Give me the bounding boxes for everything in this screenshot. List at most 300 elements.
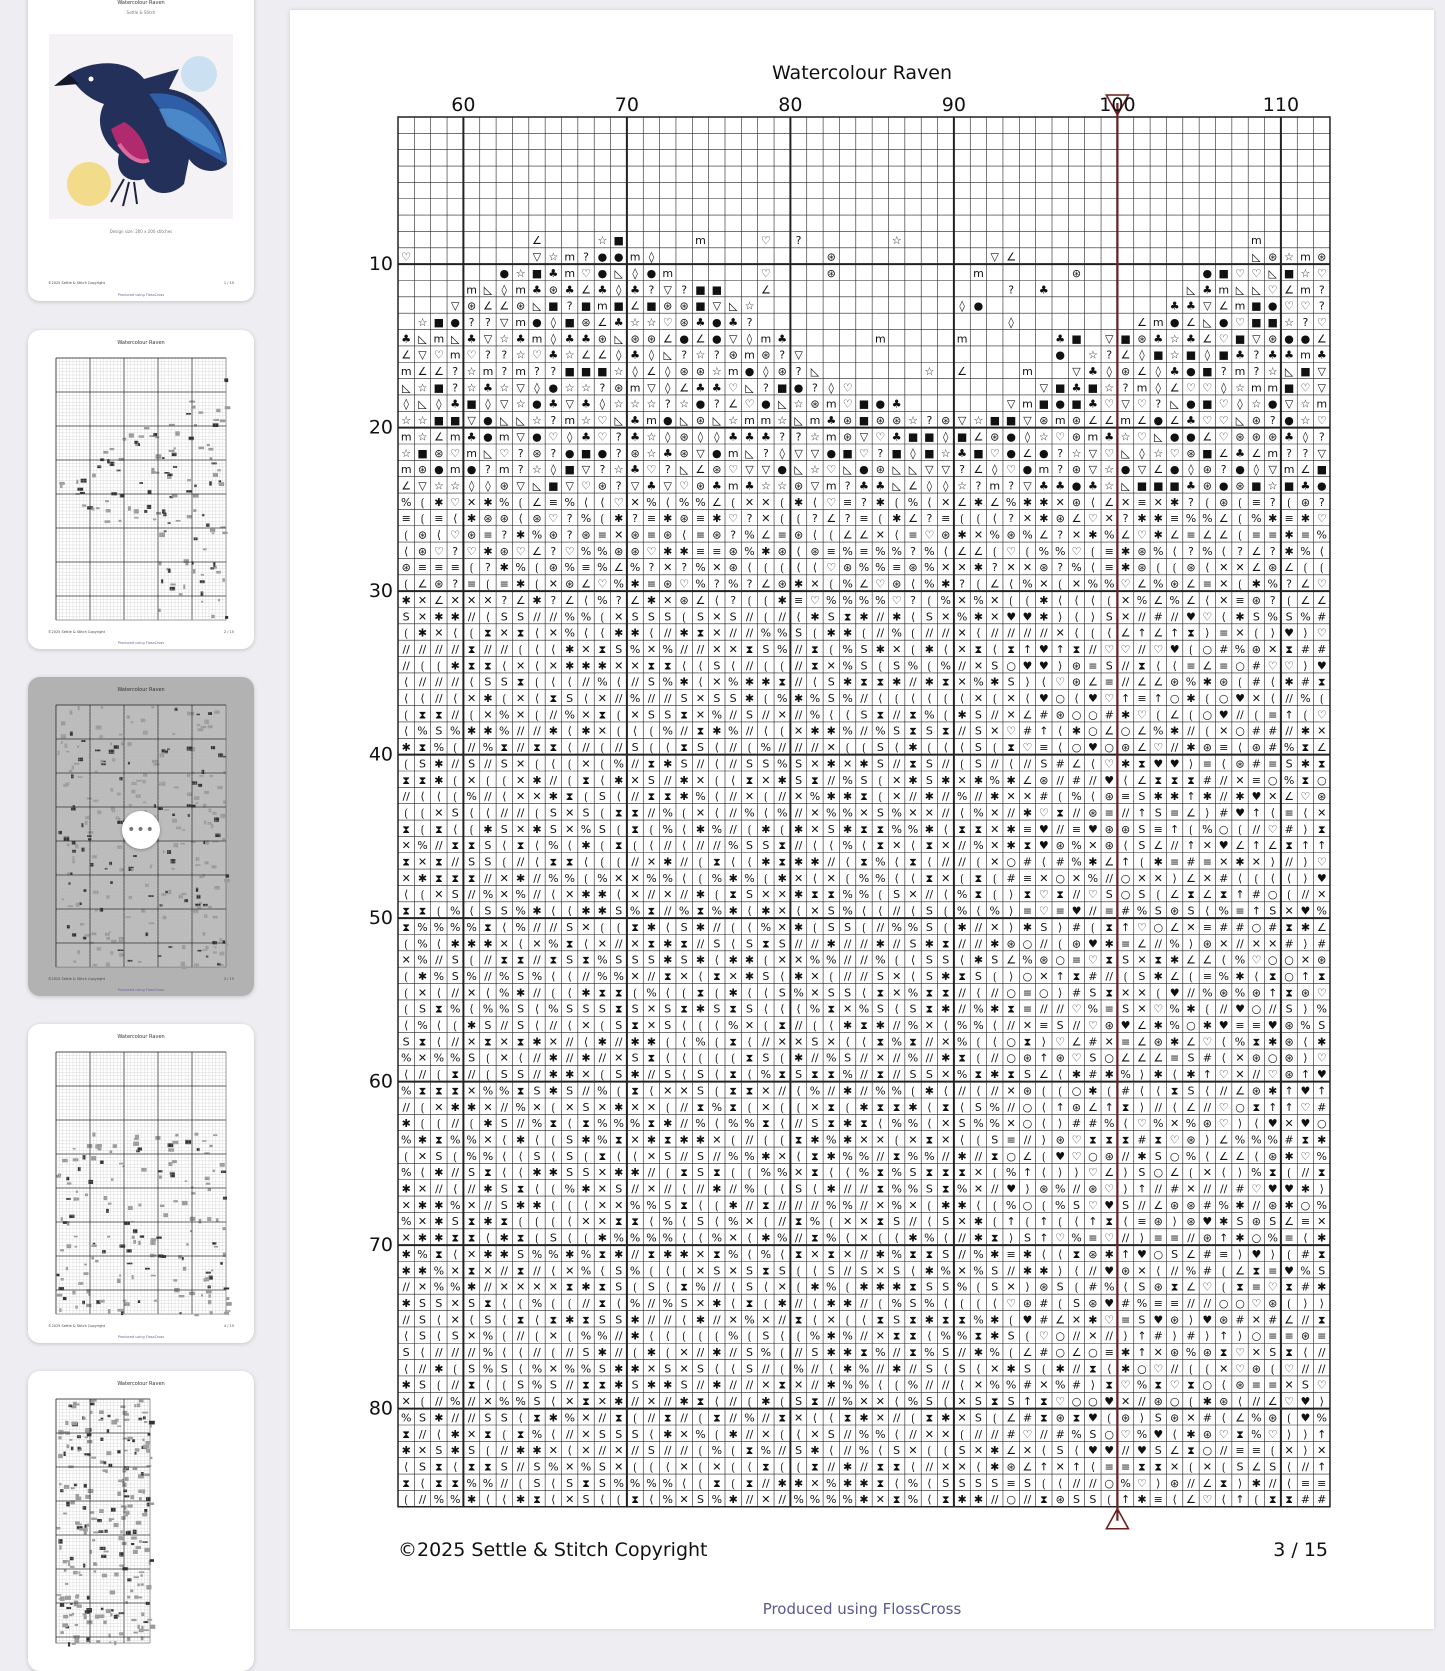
stitch-symbol: ✕ xyxy=(565,888,574,901)
stitch-symbol: // xyxy=(533,954,541,967)
stitch-symbol: ⟮ xyxy=(551,1215,555,1228)
stitch-symbol: S xyxy=(1073,1199,1080,1212)
stitch-symbol: ▽ xyxy=(811,479,820,492)
stitch-symbol: % xyxy=(891,1248,901,1261)
stitch-symbol: S xyxy=(1286,610,1293,623)
stitch-symbol: ✱ xyxy=(532,1035,541,1048)
thumb-shade xyxy=(57,1294,62,1297)
stitch-symbol: ∠ xyxy=(908,479,918,492)
stitch-symbol: ? xyxy=(877,447,883,460)
stitch-symbol: ∠ xyxy=(1072,512,1082,525)
stitch-symbol: ⟨ xyxy=(747,1248,751,1261)
stitch-symbol: ⟮ xyxy=(829,529,833,542)
stitch-symbol: // xyxy=(533,888,541,901)
stitch-symbol: ⟮ xyxy=(715,1084,719,1097)
stitch-symbol: ⧗ xyxy=(484,659,492,672)
stitch-symbol: ▽ xyxy=(664,479,673,492)
stitch-symbol: ✱ xyxy=(729,905,738,918)
stitch-symbol: ≡ xyxy=(483,529,492,542)
stitch-symbol: // xyxy=(779,1084,787,1097)
stitch-symbol: ✱ xyxy=(745,970,754,983)
stitch-symbol: ✱ xyxy=(630,1035,639,1048)
stitch-symbol: ⧗ xyxy=(1105,954,1113,967)
stitch-symbol: // xyxy=(877,1150,885,1163)
thumb-shade xyxy=(130,1590,133,1593)
stitch-symbol: ⟨ xyxy=(1238,872,1242,885)
stitch-symbol: % xyxy=(1071,561,1081,574)
stitch-symbol: ⟩ xyxy=(1025,1183,1029,1196)
page-thumbnail-5[interactable] xyxy=(28,1371,254,1671)
stitch-symbol: ⟮ xyxy=(404,578,408,591)
thumb-shade xyxy=(225,944,228,946)
stitch-symbol: ⟨ xyxy=(960,741,964,754)
stitch-symbol: ♡ xyxy=(1072,1133,1082,1146)
stitch-symbol: ◺ xyxy=(1268,267,1277,280)
stitch-symbol: ✱ xyxy=(1121,545,1130,558)
stitch-symbol: ✕ xyxy=(908,1199,917,1212)
stitch-symbol: ✕ xyxy=(810,986,819,999)
stitch-symbol: ● xyxy=(1284,332,1294,345)
stitch-symbol: ⊛ xyxy=(663,529,672,542)
thumb-shade xyxy=(216,409,220,413)
stitch-symbol: ♥ xyxy=(1072,905,1082,918)
stitch-symbol: ⟮ xyxy=(1238,529,1242,542)
stitch-symbol: // xyxy=(877,921,885,934)
thumb-shade xyxy=(224,378,228,382)
stitch-symbol: S xyxy=(811,1117,818,1130)
stitch-symbol: ∠ xyxy=(1300,594,1310,607)
stitch-symbol: ✕ xyxy=(1268,643,1277,656)
stitch-symbol: ♡ xyxy=(892,594,902,607)
stitch-symbol: ♡ xyxy=(597,414,607,427)
thumb-shade xyxy=(75,1595,79,1599)
stitch-symbol: ⟨ xyxy=(666,986,670,999)
stitch-symbol: ⟮ xyxy=(928,594,932,607)
stitch-symbol: ☆ xyxy=(777,414,787,427)
stitch-symbol: ⊛ xyxy=(1170,676,1179,689)
stitch-symbol: ⟮ xyxy=(617,921,621,934)
stitch-symbol: ∠ xyxy=(859,578,869,591)
stitch-symbol: ∠ xyxy=(1202,888,1212,901)
stitch-symbol: // xyxy=(942,856,950,869)
stitch-symbol: ⧗ xyxy=(517,1313,525,1326)
stitch-symbol: S xyxy=(713,937,720,950)
stitch-symbol: ✱ xyxy=(483,1117,492,1130)
stitch-symbol: ☆ xyxy=(1300,414,1310,427)
stitch-symbol: S xyxy=(1122,1199,1129,1212)
stitch-symbol: ☆ xyxy=(1072,447,1082,460)
stitch-symbol: // xyxy=(1073,1183,1081,1196)
stitch-symbol: ○ xyxy=(1006,986,1016,999)
stitch-symbol: ✕ xyxy=(892,643,901,656)
stitch-symbol: ◺ xyxy=(1121,479,1130,492)
stitch-symbol: ⊛ xyxy=(581,316,590,329)
stitch-symbol: ○ xyxy=(1153,1248,1163,1261)
stitch-symbol: ✕ xyxy=(1235,1052,1244,1065)
stitch-symbol: ✱ xyxy=(1317,1133,1326,1146)
stitch-symbol: ⟮ xyxy=(1287,496,1291,509)
stitch-symbol: ▽ xyxy=(1089,447,1098,460)
stitch-symbol: ∠ xyxy=(679,381,689,394)
stitch-symbol: ◊ xyxy=(1205,349,1211,362)
stitch-symbol: ♣ xyxy=(630,414,640,427)
stitch-symbol: ⟨ xyxy=(927,1330,931,1343)
thumb-shade xyxy=(72,1291,75,1295)
stitch-symbol: ◊ xyxy=(632,267,638,280)
stitch-symbol: ⧗ xyxy=(517,1264,525,1277)
stitch-symbol: ☆ xyxy=(532,463,542,476)
stitch-symbol: ⊛ xyxy=(1137,545,1146,558)
stitch-symbol: ⟩ xyxy=(1303,937,1307,950)
stitch-symbol: ⊛ xyxy=(549,529,558,542)
stitch-symbol: m xyxy=(1267,381,1278,394)
stitch-symbol: ⟮ xyxy=(731,1133,735,1146)
stitch-symbol: ∠ xyxy=(1153,1199,1163,1212)
stitch-symbol: ⊛ xyxy=(1072,1101,1081,1114)
stitch-symbol: ⟮ xyxy=(993,1215,997,1228)
stitch-symbol: S xyxy=(713,692,720,705)
stitch-symbol: ⟮ xyxy=(404,970,408,983)
stitch-symbol: ⟮ xyxy=(764,561,768,574)
page-thumbnail-4[interactable] xyxy=(28,1024,254,1343)
stitch-symbol: // xyxy=(435,676,443,689)
stitch-symbol: ♡ xyxy=(1219,398,1229,411)
stitch-symbol: ↑ xyxy=(1186,839,1195,852)
stitch-symbol: ✱ xyxy=(957,921,966,934)
stitch-symbol: ⟮ xyxy=(470,1117,474,1130)
stitch-symbol: ? xyxy=(845,512,851,525)
stitch-symbol: % xyxy=(810,1084,820,1097)
stitch-symbol: % xyxy=(532,1248,542,1261)
stitch-symbol: ▽ xyxy=(516,430,525,443)
stitch-symbol: ? xyxy=(1057,447,1063,460)
stitch-symbol: % xyxy=(728,676,738,689)
stitch-symbol: ✱ xyxy=(1235,610,1244,623)
stitch-symbol: ⧗ xyxy=(517,839,525,852)
thumb-chart-preview xyxy=(48,350,234,628)
stitch-symbol: ⟨ xyxy=(715,790,719,803)
stitch-symbol: % xyxy=(434,741,444,754)
stitch-symbol: ⟮ xyxy=(813,627,817,640)
stitch-symbol: % xyxy=(908,1052,918,1065)
stitch-symbol: S xyxy=(632,1003,639,1016)
stitch-symbol: ⟨ xyxy=(617,676,621,689)
stitch-symbol: // xyxy=(648,1068,656,1081)
stitch-symbol: ∠ xyxy=(973,463,983,476)
stitch-symbol: ⧗ xyxy=(975,1068,983,1081)
stitch-symbol: ♡ xyxy=(532,349,542,362)
stitch-symbol: ✕ xyxy=(1121,594,1130,607)
stitch-symbol: m xyxy=(875,332,886,345)
thumb-shade xyxy=(85,816,89,819)
stitch-symbol: ⟩ xyxy=(1189,1313,1193,1326)
stitch-symbol: ⊛ xyxy=(467,529,476,542)
stitch-symbol: % xyxy=(810,1003,820,1016)
stitch-symbol: ⟨ xyxy=(1287,872,1291,885)
stitch-symbol: ☆ xyxy=(1104,381,1114,394)
stitch-symbol: % xyxy=(973,1248,983,1261)
stitch-symbol: ⧗ xyxy=(631,1019,639,1032)
thumb-shade xyxy=(208,906,212,908)
stitch-symbol: // xyxy=(419,676,427,689)
stitch-symbol: // xyxy=(1236,937,1244,950)
stitch-symbol: // xyxy=(860,1199,868,1212)
stitch-symbol: // xyxy=(860,725,868,738)
stitch-symbol: ⧗ xyxy=(484,1297,492,1310)
stitch-symbol: // xyxy=(402,659,410,672)
stitch-symbol: ✕ xyxy=(680,970,689,983)
stitch-symbol: ⧗ xyxy=(1318,1248,1326,1261)
thumb-shade xyxy=(101,706,103,709)
stitch-symbol: ✱ xyxy=(827,790,836,803)
stitch-symbol: ⟮ xyxy=(993,888,997,901)
stitch-symbol: ↑ xyxy=(1137,627,1146,640)
stitch-symbol: S xyxy=(681,954,688,967)
stitch-symbol: ▽ xyxy=(1105,332,1114,345)
stitch-symbol: m xyxy=(597,300,608,313)
stitch-symbol: ○ xyxy=(1235,659,1245,672)
stitch-symbol: ● xyxy=(499,267,509,280)
stitch-symbol: ? xyxy=(1270,414,1276,427)
stitch-symbol: ♥ xyxy=(1104,1199,1114,1212)
stitch-symbol: ✕ xyxy=(1284,1117,1293,1130)
stitch-symbol: ⟨ xyxy=(502,1133,506,1146)
stitch-symbol: ∠ xyxy=(1072,757,1082,770)
thumb-shade xyxy=(150,1502,154,1505)
stitch-symbol: m xyxy=(761,332,772,345)
stitch-symbol: ✱ xyxy=(483,1183,492,1196)
stitch-symbol: % xyxy=(891,1297,901,1310)
stitch-symbol: ⟩ xyxy=(1025,1281,1029,1294)
stitch-symbol: m xyxy=(564,251,575,264)
thumb-shade xyxy=(93,891,99,894)
stitch-symbol: ⊛ xyxy=(794,479,803,492)
stitch-symbol: // xyxy=(484,757,492,770)
thumb-shade xyxy=(72,856,74,859)
page-thumbnail-3[interactable] xyxy=(28,677,254,996)
stitch-symbol: ✕ xyxy=(630,872,639,885)
stitch-symbol: ⟮ xyxy=(731,1052,735,1065)
thumb-shade xyxy=(119,458,124,461)
stitch-symbol: S xyxy=(615,1183,622,1196)
page-thumbnail-2[interactable] xyxy=(28,330,254,649)
stitch-symbol: ⟮ xyxy=(764,692,768,705)
stitch-symbol: ⟩ xyxy=(1189,757,1193,770)
stitch-symbol: ⊛ xyxy=(1203,937,1212,950)
stitch-symbol: ▽ xyxy=(794,349,803,362)
stitch-symbol: ◺ xyxy=(909,463,918,476)
stitch-symbol: ⟨ xyxy=(453,1248,457,1261)
thumb-shade xyxy=(76,1524,82,1526)
stitch-symbol: // xyxy=(1302,1313,1310,1326)
stitch-symbol: ● xyxy=(794,381,804,394)
stitch-symbol: % xyxy=(548,839,558,852)
stitch-symbol: ∠ xyxy=(581,283,591,296)
thumb-subtitle: Settle & Stitch xyxy=(28,10,254,15)
stitch-symbol: ⊛ xyxy=(1268,1297,1277,1310)
stitch-symbol: ✕ xyxy=(516,774,525,787)
stitch-symbol: ○ xyxy=(1055,954,1065,967)
stitch-symbol: ✱ xyxy=(827,1297,836,1310)
thumb-shade xyxy=(58,831,61,835)
stitch-symbol: ⟨ xyxy=(535,1019,539,1032)
thumb-shade xyxy=(125,1477,129,1481)
stitch-symbol: ♣ xyxy=(1186,414,1196,427)
stitch-symbol: ⟮ xyxy=(682,1264,686,1277)
stitch-symbol: ✱ xyxy=(696,921,705,934)
stitch-symbol: % xyxy=(548,1003,558,1016)
stitch-symbol: ✕ xyxy=(745,790,754,803)
stitch-symbol: ⟨ xyxy=(666,496,670,509)
stitch-symbol: ✕ xyxy=(892,986,901,999)
stitch-symbol: ⟨ xyxy=(437,1330,441,1343)
stitch-symbol: ✱ xyxy=(925,823,934,836)
stitch-symbol: // xyxy=(713,921,721,934)
stitch-symbol: ✱ xyxy=(647,1035,656,1048)
stitch-symbol: ⊛ xyxy=(1039,414,1048,427)
stitch-symbol: ? xyxy=(1319,283,1325,296)
stitch-symbol: ⟨ xyxy=(796,545,800,558)
stitch-symbol: ⟨ xyxy=(911,872,915,885)
stitch-symbol: ● xyxy=(1006,430,1016,443)
stitch-symbol: ✱ xyxy=(1203,1019,1212,1032)
stitch-symbol: ✕ xyxy=(614,1199,623,1212)
stitch-symbol: ⟮ xyxy=(1026,1215,1030,1228)
stitch-symbol: ⊛ xyxy=(680,447,689,460)
stitch-symbol: ♡ xyxy=(843,381,853,394)
stitch-symbol: ≡ xyxy=(843,496,852,509)
stitch-symbol: // xyxy=(779,1215,787,1228)
stitch-symbol: ⧗ xyxy=(876,1068,884,1081)
stitch-symbol: S xyxy=(566,1133,573,1146)
stitch-symbol: ≡ xyxy=(1121,790,1130,803)
stitch-symbol: ☆ xyxy=(614,463,624,476)
stitch-symbol: ⊛ xyxy=(1252,1084,1261,1097)
stitch-symbol: ☆ xyxy=(516,267,526,280)
thumb-shade xyxy=(74,763,79,765)
stitch-symbol: ⟨ xyxy=(584,496,588,509)
stitch-symbol: ⊛ xyxy=(1072,267,1081,280)
stitch-symbol: ✱ xyxy=(908,774,917,787)
stitch-symbol: ⟨ xyxy=(944,1232,948,1245)
stitch-symbol: ✱ xyxy=(663,757,672,770)
stitch-symbol: ⟨ xyxy=(862,1313,866,1326)
thumb-shade xyxy=(224,1312,229,1315)
stitch-symbol: ⊛ xyxy=(1154,1035,1163,1048)
more-options-button[interactable]: ••• xyxy=(122,811,160,849)
stitch-symbol: ⟨ xyxy=(1320,545,1324,558)
stitch-symbol: S xyxy=(484,856,491,869)
stitch-symbol: ✱ xyxy=(778,774,787,787)
stitch-symbol: ⟮ xyxy=(1238,578,1242,591)
stitch-symbol: ⟮ xyxy=(895,1133,899,1146)
stitch-symbol: ✕ xyxy=(990,921,999,934)
stitch-symbol: // xyxy=(615,937,623,950)
stitch-symbol: ? xyxy=(1270,545,1276,558)
stitch-symbol: ✕ xyxy=(778,1150,787,1163)
stitch-symbol: ⟨ xyxy=(1009,757,1013,770)
thumb-shade xyxy=(221,1170,226,1172)
page-thumbnail-1[interactable] xyxy=(28,0,254,301)
stitch-symbol: ≡ xyxy=(712,545,721,558)
thumb-shade xyxy=(138,961,142,963)
stitch-symbol: m xyxy=(1022,365,1033,378)
stitch-symbol: ♣ xyxy=(1235,447,1245,460)
stitch-symbol: ≡ xyxy=(1252,529,1261,542)
stitch-symbol: ♡ xyxy=(1104,692,1114,705)
stitch-symbol: % xyxy=(483,1084,493,1097)
stitch-symbol: ✕ xyxy=(1203,839,1212,852)
thumb-shade xyxy=(108,1309,111,1313)
stitch-symbol: ⟩ xyxy=(1058,610,1062,623)
stitch-symbol: ∠ xyxy=(1170,381,1180,394)
stitch-symbol: ⟮ xyxy=(977,1035,981,1048)
stitch-symbol: # xyxy=(1301,1281,1310,1294)
stitch-symbol: ⟨ xyxy=(633,1150,637,1163)
thumb-shade xyxy=(213,1170,215,1172)
stitch-symbol: ⊛ xyxy=(941,414,950,427)
stitch-symbol: ⟮ xyxy=(780,1101,784,1114)
stitch-symbol: ⟨ xyxy=(535,1003,539,1016)
thumb-shade xyxy=(186,490,192,493)
thumb-shade xyxy=(105,933,110,936)
stitch-symbol: ♥ xyxy=(1317,872,1327,885)
stitch-symbol: ≡ xyxy=(1088,1232,1097,1245)
stitch-symbol: % xyxy=(466,970,476,983)
stitch-symbol: ∠ xyxy=(1268,839,1278,852)
stitch-symbol: ♡ xyxy=(401,251,411,264)
stitch-symbol: ✕ xyxy=(418,986,427,999)
stitch-symbol: ? xyxy=(1286,447,1292,460)
stitch-symbol: ⟨ xyxy=(437,1035,441,1048)
stitch-symbol: ∠ xyxy=(1186,316,1196,329)
stitch-symbol: ∠ xyxy=(957,545,967,558)
stitch-symbol: ● xyxy=(1072,479,1082,492)
stitch-symbol: ▽ xyxy=(500,316,509,329)
stitch-symbol: % xyxy=(548,1248,558,1261)
stitch-symbol: ⟮ xyxy=(1238,823,1242,836)
stitch-symbol: ⧗ xyxy=(1154,1133,1162,1146)
stitch-symbol: ⧗ xyxy=(419,741,427,754)
stitch-symbol: ♣ xyxy=(581,430,591,443)
stitch-symbol: ⟮ xyxy=(911,1084,915,1097)
stitch-symbol: // xyxy=(795,659,803,672)
stitch-symbol: S xyxy=(893,1264,900,1277)
stitch-symbol: // xyxy=(1122,676,1130,689)
stitch-symbol: ⟩ xyxy=(1205,1133,1209,1146)
thumb-shade xyxy=(158,807,163,810)
stitch-symbol: ⟮ xyxy=(699,872,703,885)
stitch-symbol: ■ xyxy=(581,365,591,378)
stitch-symbol: ✕ xyxy=(778,954,787,967)
thumb-shade xyxy=(97,947,102,950)
stitch-symbol: ▽ xyxy=(451,300,460,313)
thumb-shade xyxy=(128,1437,133,1440)
stitch-symbol: ● xyxy=(549,381,559,394)
stitch-symbol: S xyxy=(615,954,622,967)
thumb-shade xyxy=(73,1148,76,1150)
thumb-shade xyxy=(198,447,204,449)
stitch-symbol: ✕ xyxy=(1137,986,1146,999)
stitch-symbol: // xyxy=(991,757,999,770)
stitch-symbol: ↑ xyxy=(1007,1215,1016,1228)
stitch-symbol: ⟨ xyxy=(502,1166,506,1179)
thumb-shade xyxy=(199,1219,202,1223)
thumb-shade xyxy=(119,520,122,522)
stitch-symbol: ⧗ xyxy=(942,986,950,999)
stitch-symbol: % xyxy=(581,1330,591,1343)
stitch-symbol: ⊛ xyxy=(1088,1248,1097,1261)
